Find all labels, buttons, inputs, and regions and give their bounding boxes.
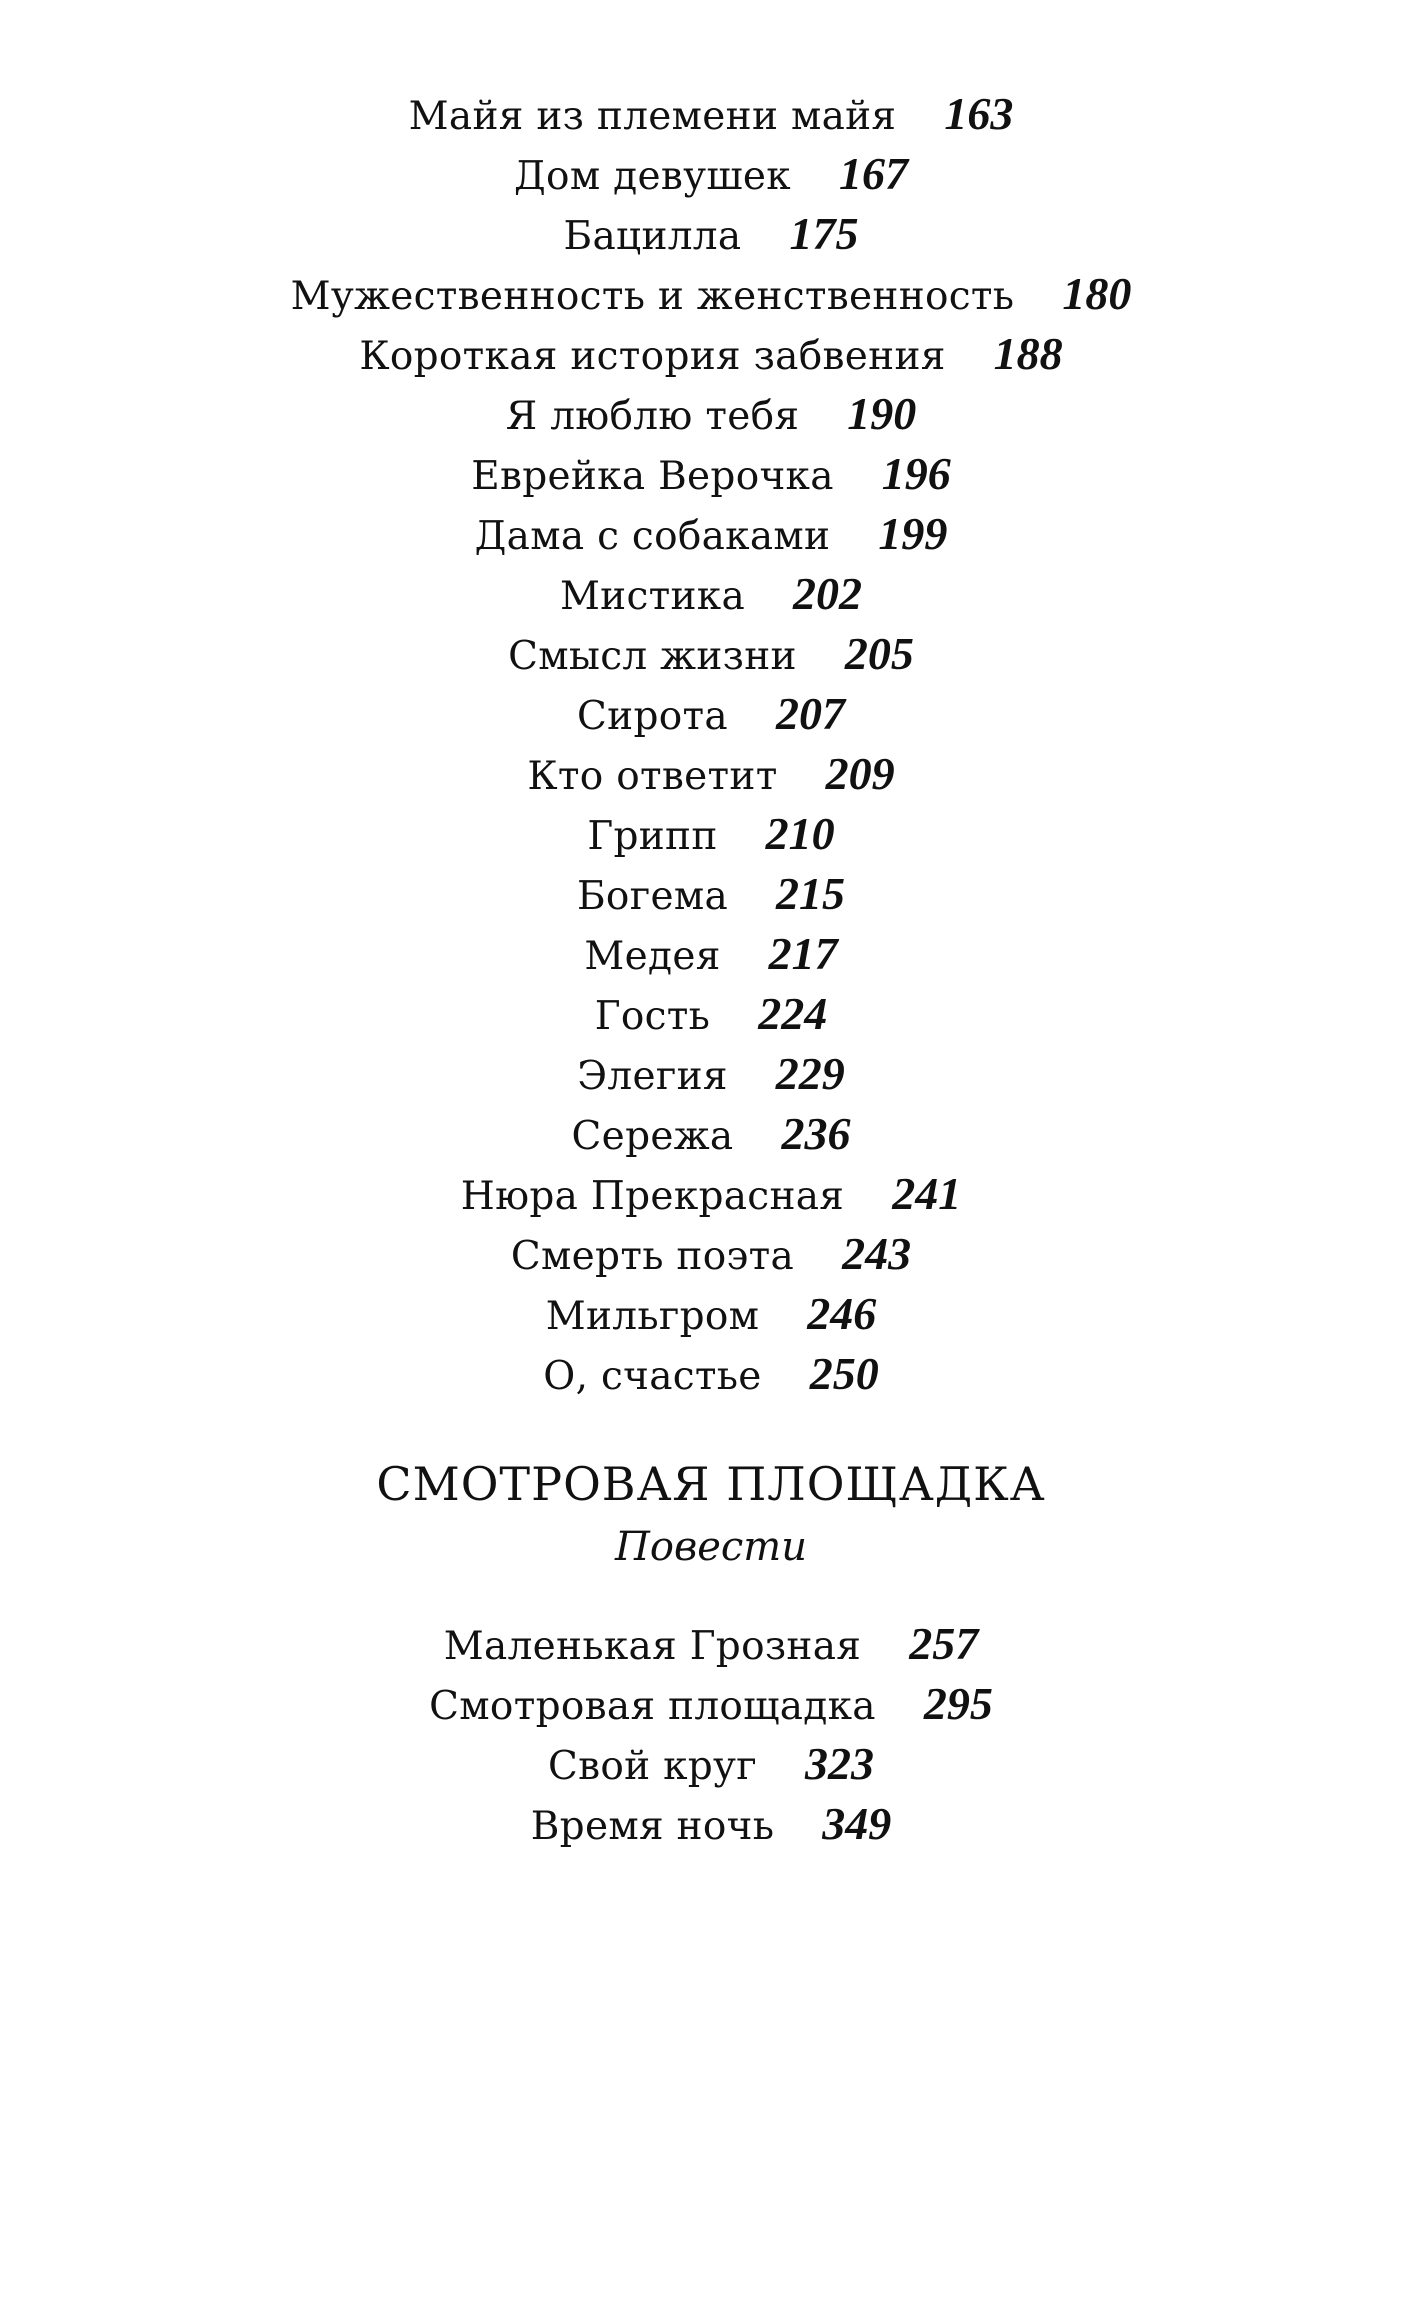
toc-entry-title: Смотровая площадка [429,1684,876,1729]
toc-entry [0,624,1422,684]
toc-list-stories [0,84,1422,1404]
toc-entry [0,204,1422,264]
toc-entry [0,564,1422,624]
toc-entry [0,1734,1422,1794]
toc-entry-page-number: 224 [758,988,828,1039]
toc-entry-page-number: 207 [775,688,845,739]
toc-entry [0,444,1422,504]
toc-entry-page-number: 323 [805,1738,875,1789]
toc-entry-title: Майя из племени майя [408,94,897,139]
toc-entry-page-number: 190 [847,388,917,439]
toc-entry-page-number: 196 [881,448,951,499]
toc-entry-title: Время ночь [530,1804,775,1849]
toc-entry-title: Сирота [577,694,728,739]
toc-entry-title: Смерть поэта [510,1234,795,1279]
toc-entry [0,864,1422,924]
section-subtitle: Повести [614,1524,807,1570]
toc-entry-title: Элегия [577,1054,728,1099]
toc-entry [0,1674,1422,1734]
toc-entry-title: Богема [576,874,729,919]
toc-entry [0,984,1422,1044]
toc-entry [0,1344,1422,1404]
toc-entry [0,1164,1422,1224]
toc-entry-page-number: 217 [768,928,838,979]
toc-entry-page-number: 205 [844,628,914,679]
toc-entry-title: Мильгром [545,1294,760,1339]
toc-entry-title: Нюра Прекрасная [460,1174,845,1219]
toc-entry-page-number: 202 [793,568,863,619]
toc-entry-page-number: 257 [909,1618,979,1669]
toc-entry-page-number: 243 [842,1228,912,1279]
toc-entry-title: Я люблю тебя [505,394,800,439]
toc-entry-page-number: 295 [923,1678,993,1729]
toc-entry [0,1044,1422,1104]
toc-entry [0,84,1422,144]
toc-entry-title: Дама с собаками [474,514,831,559]
toc-entry-title: Медея [584,934,721,979]
toc-entry-page-number: 180 [1062,268,1132,319]
toc-entry-title: Грипп [587,814,718,859]
toc-entry [0,1104,1422,1164]
toc-entry-title: Сережа [571,1114,734,1159]
toc-entry [0,504,1422,564]
section-heading: СМОТРОВАЯ ПЛОЩАДКА [376,1457,1046,1511]
toc-entry [0,144,1422,204]
toc-entry-page-number: 349 [822,1798,892,1849]
toc-entry-title: Короткая история забвения [359,334,946,379]
toc-entry-page-number: 209 [825,748,895,799]
toc-entry-page-number: 188 [993,328,1063,379]
toc-entry [0,1794,1422,1854]
toc-entry-page-number: 250 [809,1348,879,1399]
toc-entry-page-number: 246 [807,1288,877,1339]
toc-entry [0,1224,1422,1284]
toc-entry-title: Гость [594,994,711,1039]
toc-entry-title: Маленькая Грозная [443,1624,862,1669]
toc-list-novellas [0,1614,1422,1854]
toc-entry [0,324,1422,384]
toc-entry-page-number: 199 [878,508,948,559]
toc-entry-title: Кто ответит [527,754,778,799]
toc-entry-title: Смысл жизни [508,634,797,679]
toc-entry-title: Бацилла [563,214,742,259]
toc-entry-title: Еврейка Верочка [471,454,834,499]
toc-entry [0,1614,1422,1674]
toc-entry [0,264,1422,324]
toc-entry-page-number: 241 [892,1168,962,1219]
toc-entry [0,684,1422,744]
toc-entry-title: Дом девушек [514,154,791,199]
toc-entry-page-number: 215 [776,868,846,919]
toc-entry [0,804,1422,864]
toc-entry [0,1284,1422,1344]
toc-entry [0,384,1422,444]
toc-entry-page-number: 229 [775,1048,845,1099]
toc-entry-page-number: 163 [944,88,1014,139]
toc-entry-page-number: 167 [838,148,908,199]
toc-entry [0,744,1422,804]
toc-entry-title: Мужественность и женственность [290,274,1015,319]
toc-entry-title: Мистика [559,574,746,619]
toc-entry [0,924,1422,984]
toc-entry-page-number: 236 [781,1108,851,1159]
toc-entry-page-number: 210 [765,808,835,859]
toc-entry-title: О, счастье [543,1354,762,1399]
toc-entry-title: Свой круг [547,1744,758,1789]
toc-entry-page-number: 175 [789,208,859,259]
